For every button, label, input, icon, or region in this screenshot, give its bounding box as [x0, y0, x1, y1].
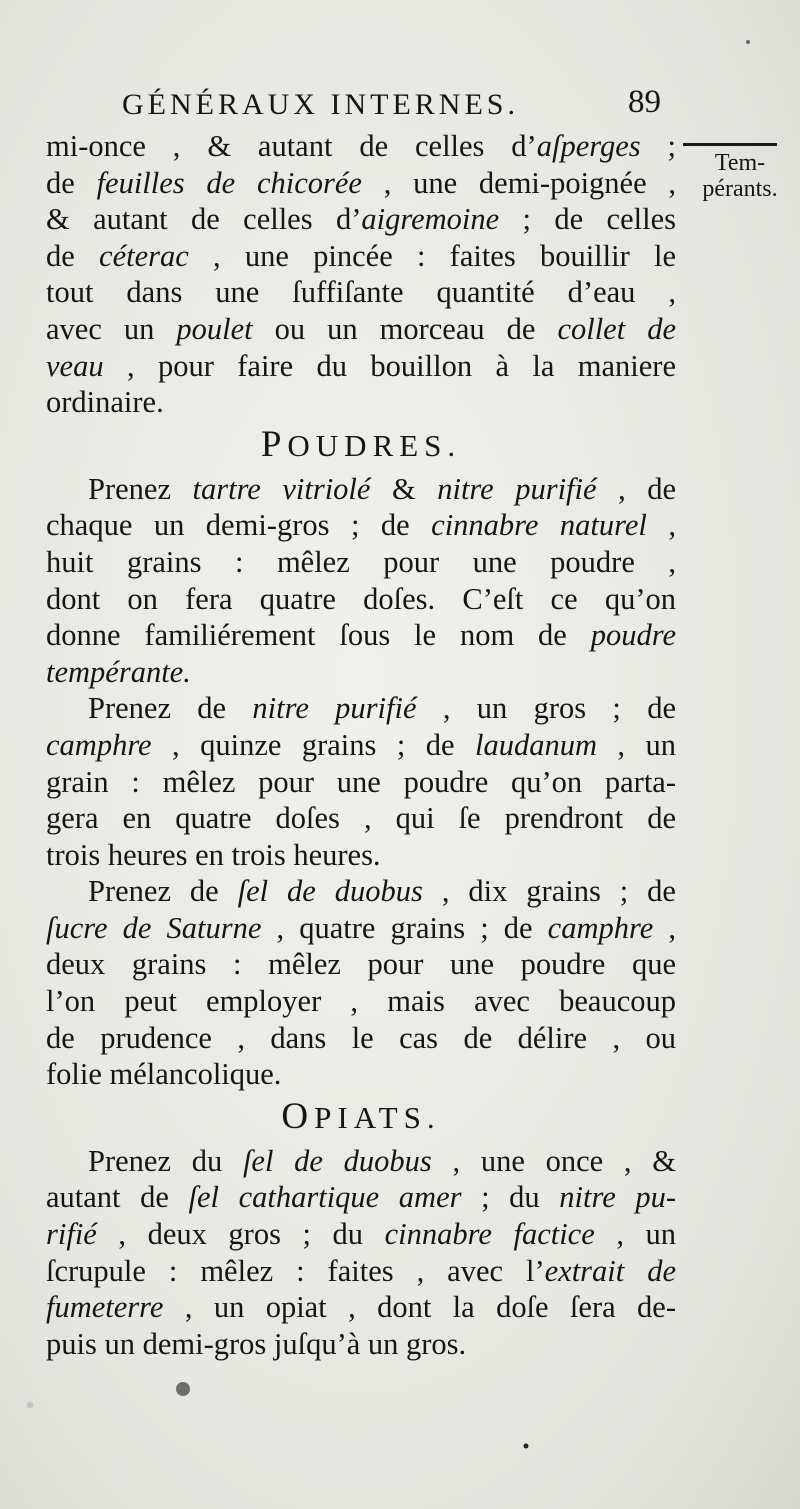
text-line: chaque un demi-gros ; de cinnabre naturel ,	[46, 508, 677, 543]
text-line: mi-once , & autant de celles d’aſperges ;	[46, 129, 676, 163]
text-line: autant de ſel cathartique amer ; du nitre pu-	[46, 1180, 676, 1215]
italic-term: laudanum	[474, 727, 597, 762]
section-heading-opiats	[46, 1095, 676, 1139]
text-line: ſcrupule : mêlez : faites , avec l’extrait de	[46, 1253, 676, 1288]
italic-term: ſel de duobus	[237, 874, 423, 909]
text-line: de feuilles de chicorée , une demi-poignée ,	[46, 165, 677, 200]
italic-term: extrait de	[544, 1253, 676, 1288]
italic-term: fumeterre	[46, 1290, 164, 1325]
italic-term: collet de	[557, 311, 676, 346]
italic-term: tempérante.	[46, 654, 191, 689]
italic-term: aigremoine	[361, 202, 500, 237]
text-line: Prenez de ſel de duobus , dix grains ; de	[88, 874, 676, 909]
italic-term: nitre purifié	[437, 471, 597, 506]
text-line: & autant de celles d’aigremoine ; de celles	[46, 202, 676, 237]
heading-rest: PIATS.	[314, 1099, 441, 1135]
text-line: dont on fera quatre doſes. C’eſt ce qu’on	[46, 581, 676, 616]
text-line: de céterac , une pincée : faites bouillir le	[46, 238, 676, 273]
italic-term: céterac	[99, 238, 189, 273]
text-line: de prudence , dans le cas de délire , ou	[46, 1020, 676, 1055]
poudres-paragraph-2	[46, 690, 676, 873]
text-line: Prenez du ſel de duobus , une once , &	[88, 1143, 676, 1178]
heading-initial: O	[281, 1095, 315, 1137]
margin-rule	[683, 143, 777, 146]
text-line: puis un demi-gros juſqu’à un gros.	[46, 1326, 467, 1361]
body-text	[46, 128, 676, 1362]
text-line: Prenez tartre vitriolé & nitre purifié , de	[88, 471, 676, 506]
text-line: deux grains : mêlez pour une poudre que	[46, 947, 676, 982]
running-head-title: GÉNÉRAUX INTERNES.	[122, 88, 519, 121]
margin-note-line-2: pérants.	[702, 176, 778, 202]
italic-term: ſel de duobus	[242, 1143, 432, 1178]
text-line: huit grains : mêlez pour une poudre ,	[46, 544, 676, 579]
intro-paragraph	[46, 128, 676, 421]
text-line: folie mélancolique.	[46, 1057, 282, 1092]
text-line: l’on peut employer , mais avec beaucoup	[46, 984, 676, 1019]
text-line: grain : mêlez pour une poudre qu’on parta-	[46, 764, 676, 799]
text-line: donne familiérement ſous le nom de poudre	[46, 618, 676, 653]
margin-note-line-1: Tem-	[714, 150, 766, 176]
text-line: fumeterre , un opiat , dont la doſe ſera de-	[46, 1290, 676, 1325]
italic-term: poulet	[176, 311, 253, 346]
text-line: camphre , quinze grains ; de laudanum , un	[46, 727, 676, 762]
text-line: rifié , deux gros ; du cinnabre factice , un	[46, 1217, 677, 1252]
heading-rest: OUDRES.	[287, 427, 462, 463]
running-head	[122, 84, 682, 122]
italic-term: aſperges	[536, 129, 641, 163]
text-line: ordinaire.	[46, 385, 164, 420]
italic-term: tartre vitriolé	[192, 471, 371, 506]
italic-term: nitre pu-	[559, 1180, 676, 1215]
italic-term: poudre	[590, 618, 676, 653]
italic-term: ſel cathartique amer	[188, 1180, 462, 1215]
text-line	[46, 654, 676, 691]
text-line: ſucre de Saturne , quatre grains ; de camphre ,	[46, 910, 676, 945]
section-heading-poudres	[46, 423, 676, 467]
poudres-paragraph-1	[46, 471, 676, 691]
italic-term: rifié	[46, 1217, 97, 1252]
text-line: veau , pour faire du bouillon à la maniere	[46, 348, 676, 383]
text-line: trois heures en trois heures.	[46, 837, 381, 872]
poudres-paragraph-3	[46, 873, 676, 1093]
italic-term: camphre	[46, 727, 152, 762]
margin-note	[690, 150, 790, 202]
italic-term: ſucre de Saturne	[46, 910, 262, 945]
italic-term: cinnabre naturel	[431, 508, 647, 543]
italic-term: camphre	[547, 910, 654, 945]
text-line: gera en quatre doſes , qui ſe prendront de	[46, 801, 676, 836]
italic-term: cinnabre factice	[384, 1217, 595, 1252]
italic-term: feuilles de chicorée	[96, 165, 362, 200]
text-line: avec un poulet ou un morceau de collet de	[46, 311, 676, 346]
text-line: Prenez de nitre purifié , un gros ; de	[88, 691, 676, 726]
heading-initial: P	[260, 423, 288, 465]
text-line: tout dans une ſuffiſante quantité d’eau ,	[46, 275, 676, 310]
page-number: 89	[628, 84, 661, 120]
italic-term: veau	[46, 348, 104, 383]
italic-term: nitre purifié	[252, 691, 417, 726]
opiats-paragraph-1	[46, 1143, 676, 1363]
